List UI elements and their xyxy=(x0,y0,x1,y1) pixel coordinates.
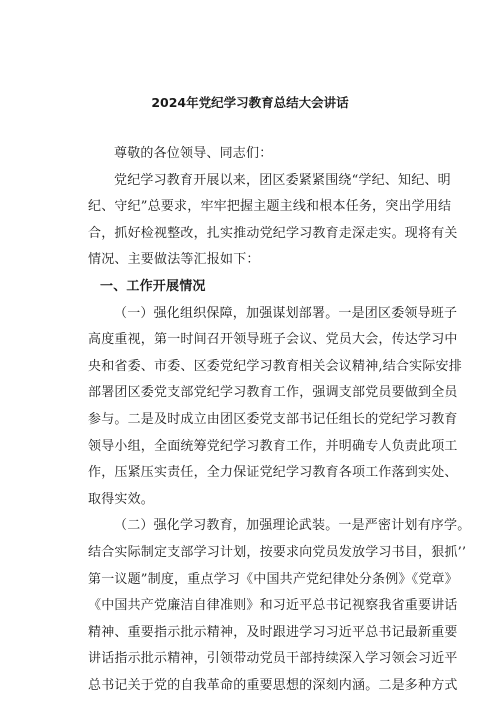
paragraph-line: 情况、主要做法等汇报如下： xyxy=(88,252,260,268)
document-title: 2024年党纪学习教育总结大会讲话 xyxy=(151,95,349,110)
document-body xyxy=(88,141,471,699)
section-heading: 一、工作开展情况 xyxy=(100,278,206,294)
paragraph-line: 结合实际制定支部学习计划，按要求向党员发放学习书目，狠抓’’ xyxy=(88,544,467,560)
paragraph-line: （一）强化组织保障，加强谋划部署。一是团区委领导班子 xyxy=(114,305,458,321)
paragraph-line: 讲话指示批示精神，引领带动党员干部持续深入学习领会习近平 xyxy=(88,651,458,667)
paragraph-line: 党纪学习教育开展以来，团区委紧紧围绕“学纪、知纪、明 xyxy=(114,172,451,188)
paragraph-line: 央和省委、市委、区委党纪学习教育相关会议精神,结合实际安排 xyxy=(88,358,462,374)
paragraph-line: 精神、重要指示批示精神，及时跟进学习习近平总书记最新重要 xyxy=(88,624,458,640)
paragraph-line: 纪、守纪”总要求，牢牢把握主题主线和根本任务，突出学用结 xyxy=(88,199,452,215)
paragraph-line: 《中国共产党廉洁自律准则》和习近平总书记视察我省重要讲话 xyxy=(88,598,458,614)
paragraph-line: 总书记关于党的自我革命的重要思想的深刻内涵。二是多种方式 xyxy=(88,677,458,693)
paragraph-line: 参与。二是及时成立由团区委党支部书记任组长的党纪学习教育 xyxy=(88,411,458,427)
paragraph-line: 合，抓好检视整改，扎实推动党纪学习教育走深走实。现将有关 xyxy=(88,225,458,241)
paragraph-line: 部署团区委党支部党纪学习教育工作，强调支部党员要做到全员 xyxy=(88,385,458,401)
paragraph-line: 取得实效。 xyxy=(88,491,155,507)
paragraph-line: 第一议题”制度，重点学习《中国共产党纪律处分条例》《党章》 xyxy=(88,571,458,587)
paragraph-line: 领导小组，全面统筹党纪学习教育工作，并明确专人负责此项工 xyxy=(88,438,458,454)
salutation: 尊敬的各位领导、同志们： xyxy=(114,146,273,161)
paragraph-line: 高度重视，第一时间召开领导班子会议、党员大会，传达学习中 xyxy=(88,332,458,348)
paragraph-line: 作，压紧压实责任，全力保证党纪学习教育各项工作落到实处、 xyxy=(88,465,458,481)
paragraph-line: （二）强化学习教育，加强理论武装。一是严密计划有序学。 xyxy=(114,518,471,534)
